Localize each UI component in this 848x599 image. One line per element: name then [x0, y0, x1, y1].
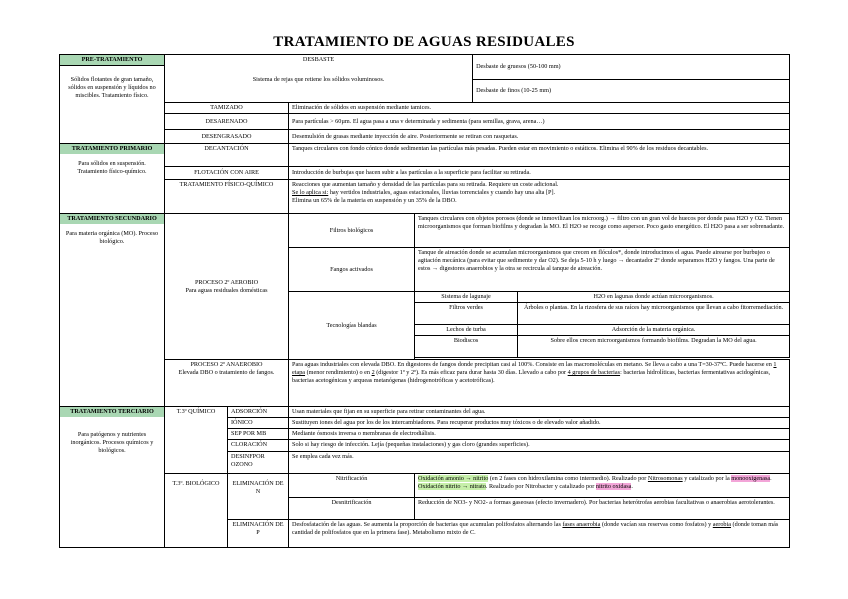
filtros-verdes-desc: Árboles o plantas. En la rizosfera de sus raíces hay microorganismos que llevan a cabo fitorremediación. — [518, 303, 790, 325]
biodiscos-label: Biodiscos — [415, 336, 518, 358]
primary-stage-cell — [60, 144, 165, 214]
anaerobio-title: PROCESO 2º ANAEROBIO — [190, 361, 263, 369]
fisico-line-2 — [292, 189, 786, 197]
nitrif-label: Nitrificación — [289, 473, 415, 497]
quimico-label: T.3º QUÍMICO — [165, 407, 228, 473]
adsorcion-label: ADSORCIÓN — [228, 407, 289, 418]
tertiary-stage-cell — [60, 407, 165, 547]
desengrasado-label: DESENGRASADO — [165, 130, 289, 144]
decantacion-label: DECANTACIÓN — [165, 144, 289, 167]
desinf-label: DESINFPOR OZONO — [228, 451, 289, 473]
filtros-desc: Tanques circulares con objetos porosos (donde se inmovilizan los microorg.) → filtro con un gran vol de huecos por donde pasa H2O y O2. Tienen microorganismos que forman biofilms y degradan la MO. El H2O se recoge como aspersor. Poco gasto energético. El H2O pasa a ser sobrenadante. — [415, 214, 790, 248]
primary-header: TRATAMIENTO PRIMARIO — [60, 144, 164, 154]
biodiscos-desc: Sobre ellos crecen microorganismos formando biofilms. Degradan la MO del agua. — [518, 336, 790, 358]
secondary-desc: Para materia orgánica (MO). Proceso biológico. — [65, 230, 159, 246]
desinf-desc: Se emplea cada vez más. — [289, 451, 790, 473]
lagunaje-label: Sistema de lagunaje — [415, 292, 518, 303]
fisico-quimico-desc — [289, 180, 790, 214]
desarenado-desc: Para partículas > 60µm. El agua pasa a una v determinada y sedimenta (para semillas, grava, arena…) — [289, 114, 790, 130]
treatment-table — [59, 54, 790, 548]
cloracion-desc: Solo si hay riesgo de infección. Lejía (pequeñas instalaciones) y gas cloro (grandes superficies). — [289, 440, 790, 451]
sep-desc: Mediante ósmosis inversa o membranas de electrodiálisis. — [289, 429, 790, 440]
flotacion-desc: Introducción de burbujas que hacen subir a las partículas a la superficie para facilitar su retirada. — [289, 167, 790, 180]
desengrasado-desc: Desemulsión de grasas mediante inyección de aire. Posteriormente se retiran con rasquetas. — [289, 130, 790, 144]
pre-header: PRE-TRATAMIENTO — [60, 55, 165, 66]
aerobio-sub: Para aguas residuales domésticas — [185, 286, 268, 294]
filtros-label: Filtros biológicos — [289, 214, 415, 248]
pre-desc: Sólidos flotantes de gran tamaño, sólidos en suspensión y líquidos no miscibles. Tratamiento físico. — [60, 66, 165, 144]
elim-n-label: ELIMINACIÓN DE N — [228, 473, 289, 519]
elim-p-label: ELIMINACIÓN DE P — [228, 519, 289, 547]
cloracion-label: CLORACIÓN — [228, 440, 289, 451]
desarenado-label: DESARENADO — [165, 114, 289, 130]
lagunaje-desc: H2O en lagunas donde actúan microorganismos. — [518, 292, 790, 303]
desnitrif-label: Desnitrificación — [289, 497, 415, 519]
aerobio-title: PROCESO 2º AEROBIO — [194, 278, 259, 286]
aerobio-cell — [165, 214, 289, 360]
blandas-label: Tecnologías blandas — [289, 292, 415, 360]
fisico-underlined: Se lo aplica si: — [292, 189, 329, 197]
decantacion-desc: Tanques circulares con fondo cónico donde sedimentan las partículas más pesadas. Pueden estar en movimiento o estáticos. Elimina el 90% de los residuos decantables. — [289, 144, 790, 167]
tertiary-header: TRATAMIENTO TERCIARIO — [60, 407, 164, 417]
fisico-line-3: Elimina un 65% de la materia en suspensión y un 35% de la DBO. — [292, 197, 457, 205]
fisico-line-2-text: hay vertidos industriales, aguas estacionales, lluvias torrenciales y cuando hay una alta [P]. — [328, 189, 556, 197]
page-title: TRATAMIENTO DE AGUAS RESIDUALES — [273, 34, 575, 50]
anaerobio-cell — [165, 360, 289, 407]
fisico-quimico-label: TRATAMIENTO FÍSICO-QUÍMICO — [165, 180, 289, 214]
secondary-stage-cell — [60, 214, 165, 407]
desnitrif-desc: Reducción de NO3- y NO2- a formas gaseosas (efecto invernadero). Por bacterias heterótrofas aerobias facultativas o anaerobias aerotolerantes. — [415, 497, 790, 519]
adsorcion-desc: Usan materiales que fijan en su superficie para retirar contaminantes del agua. — [289, 407, 790, 418]
anaerobio-sub: Elevada DBO o tratamiento de fangos. — [178, 369, 275, 377]
tertiary-desc: Para patógenos y nutrientes inorgánicos. Procesos químicos y biológicos. — [70, 431, 154, 455]
desbaste-finos: Desbaste de finos (10-25 mm) — [473, 80, 790, 103]
lechos-label: Lechos de turba — [415, 325, 518, 336]
elim-p-desc: Desfosfatación de las aguas. Se aumenta la proporción de bacterias que acumulan polifosfatos alternando las fases anaerobia (donde vacían sus reservas como fosfatos) y aerobia (donde toman más cantidad de polifosfatos que en la primera fase). Metabolismo mixto de C. — [289, 519, 790, 547]
biologico-label: T.3º. BIOLÓGICO — [165, 473, 228, 547]
anaerobio-desc: Para aguas industriales con elevada DBO. En digestores de fangos donde precipitan casi al 100%. Consiste en las macromoléculas en metano. Se lleva a cabo a una T=30-37ºC. Puede hacerse en 1 etapa (menor rendimiento) o en 2 (digestor 1º y 2º). Es más eficaz para durar hasta 30 días. Llevado a cabo por 4 grupos de bacterias: bacterias hidrolíticas, bacterias fermentativas acidogénicas, bacterias acetogénicas y arqueas metanógenas (hidrogenotróficas y acetotróficas). — [289, 360, 790, 407]
lechos-desc: Adsorción de la materia orgánica. — [518, 325, 790, 336]
fangos-label: Fangos activados — [289, 248, 415, 292]
fangos-desc: Tanque de aireación donde se acumulan microorganismos que crecen en flóculos*, donde introducimos el agua. Puede airearse por burbujeo o agitación mecánica (para evitar que sedimente y dar O2). Se deja 5-10 h y luego → decantador 2º donde separamos H2O y fangos. Una parte de estos → digestores anaerobios y la otra se recircula al tanque de aireación. — [415, 248, 790, 292]
tamizado-label: TAMIZADO — [165, 103, 289, 114]
nitrif-desc: Oxidación amonio → nitrito (en 2 fases con hidroxilamina como intermedio). Realizado por Nitrosomonas y catalizado por la monooxigenasa. Oxidación nitrito → nitrato. Realizado por Nitrobacter y catalizado por nitrito oxidasa. — [415, 473, 790, 497]
ionico-desc: Sustituyen iones del agua por los de los intercambiadores. Para recuperar productos muy tóxicos o de elevado valor añadido. — [289, 418, 790, 429]
desbaste-title: DESBASTE — [302, 56, 335, 63]
desbaste-gruesos: Desbaste de gruesos (50-100 mm) — [473, 55, 790, 80]
desbaste-cell — [165, 55, 473, 103]
ionico-label: IÓNICO — [228, 418, 289, 429]
primary-desc: Para sólidos en suspensión. Tratamiento físico-químico. — [77, 160, 147, 176]
secondary-header: TRATAMIENTO SECUNDARIO — [60, 214, 164, 224]
tamizado-desc: Eliminación de sólidos en suspensión mediante tamices. — [289, 103, 790, 114]
sep-label: SEP POR MB — [228, 429, 289, 440]
fisico-line-1: Reacciones que aumentan tamaño y densidad de las partículas para su retirada. Requiere un coste adicional. — [292, 181, 559, 189]
filtros-verdes-label: Filtros verdes — [415, 303, 518, 325]
desbaste-desc: Sistema de rejas que retiene los sólidos voluminosos. — [252, 76, 385, 84]
flotacion-label: FLOTACIÓN CON AIRE — [165, 167, 289, 180]
